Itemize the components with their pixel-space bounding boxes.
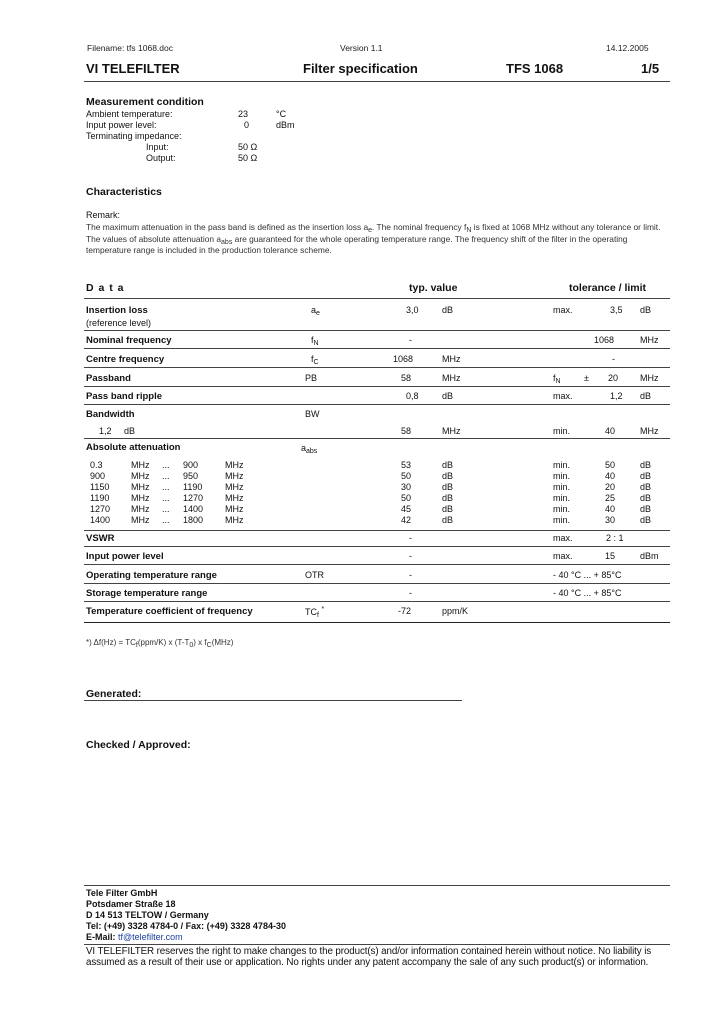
optemp-limval: - 40 °C ... + 85°C xyxy=(553,570,622,580)
attenuation-unit: dB xyxy=(442,493,454,503)
date: 14.12.2005 xyxy=(606,43,649,53)
ambient-label: Ambient temperature: xyxy=(86,109,173,119)
passband-pm: ± xyxy=(584,373,589,383)
term-label: Terminating impedance: xyxy=(86,131,182,141)
input-value: 50 Ω xyxy=(238,142,258,152)
rule xyxy=(84,367,670,368)
rule xyxy=(84,386,670,387)
attenuation-lim: min. xyxy=(553,482,571,492)
attenuation-u2: MHz xyxy=(225,515,244,525)
passband-limval: 20 xyxy=(608,373,619,383)
passband-limunit: MHz xyxy=(640,373,659,383)
absolute-sym: $a_{abs}$ xyxy=(301,443,318,455)
centre-sym: $f_C$ xyxy=(311,354,319,366)
attenuation-u1: MHz xyxy=(131,493,150,503)
insertion-sub: (reference level) xyxy=(86,318,152,328)
attenuation-f2: 900 xyxy=(183,460,199,470)
footer-tel: Tel: (+49) 3328 4784-0 / Fax: (+49) 3328 4784-30 xyxy=(86,921,286,931)
ripple-typ: 0,8 xyxy=(406,391,419,401)
attenuation-dots: ... xyxy=(162,504,170,514)
disclaimer-line-2: assumed as a result of their use or application. No rights under any patent accompany the sale of any such product(s) or information. xyxy=(86,957,649,968)
bandwidth-level-unit: dB xyxy=(124,426,136,436)
attenuation-limunit: dB xyxy=(640,482,652,492)
optemp-typ: - xyxy=(409,570,412,580)
insertion-unit: dB xyxy=(442,305,454,315)
insertion-limval: 3,5 xyxy=(610,305,623,315)
remark-line-3: temperature range is included in the production tolerance scheme. xyxy=(86,245,332,255)
inpower-typ: - xyxy=(409,551,412,561)
stortemp-typ: - xyxy=(409,588,412,598)
bandwidth-lim: min. xyxy=(553,426,571,436)
attenuation-typ: 53 xyxy=(401,460,412,470)
attenuation-dots: ... xyxy=(162,482,170,492)
power-label: Input power level: xyxy=(86,120,157,130)
attenuation-typ: 42 xyxy=(401,515,412,525)
attenuation-lim: min. xyxy=(553,460,571,470)
vswr-lim: max. xyxy=(553,533,573,543)
ambient-unit: °C xyxy=(276,109,287,119)
centre-name: Centre frequency xyxy=(86,354,165,365)
attenuation-limval: 30 xyxy=(605,515,616,525)
part-number: TFS 1068 xyxy=(506,61,564,76)
attenuation-f1: 1270 xyxy=(90,504,111,514)
remark-line-1: The maximum attenuation in the pass band is defined as the insertion loss $a_e$. The nominal frequency $f_N$ is fixed at 1068 MHz without any tolerance or limit. xyxy=(86,222,661,234)
ripple-lim: max. xyxy=(553,391,573,401)
passband-typ: 58 xyxy=(401,373,412,383)
attenuation-typ: 50 xyxy=(401,471,412,481)
doc-title: Filter specification xyxy=(303,61,418,76)
attenuation-unit: dB xyxy=(442,515,454,525)
attenuation-limval: 50 xyxy=(605,460,616,470)
centre-typ: 1068 xyxy=(393,354,414,364)
attenuation-limunit: dB xyxy=(640,504,652,514)
remark-label: Remark: xyxy=(86,210,121,220)
insertion-name: Insertion loss xyxy=(86,305,148,316)
attenuation-u1: MHz xyxy=(131,504,150,514)
centre-unit: MHz xyxy=(442,354,461,364)
tcf-sym: $TC_f$ * xyxy=(305,606,325,619)
inpower-lim: max. xyxy=(553,551,573,561)
attenuation-u1: MHz xyxy=(131,515,150,525)
ripple-limunit: dB xyxy=(640,391,652,401)
attenuation-limval: 20 xyxy=(605,482,616,492)
rule xyxy=(84,330,670,331)
optemp-name: Operating temperature range xyxy=(86,570,217,581)
passband-name: Passband xyxy=(86,373,131,384)
inpower-limunit: dBm xyxy=(640,551,659,561)
inpower-name: Input power level xyxy=(86,551,164,562)
attenuation-limunit: dB xyxy=(640,493,652,503)
attenuation-lim: min. xyxy=(553,515,571,525)
attenuation-f2: 1800 xyxy=(183,515,204,525)
footer-rule-2 xyxy=(84,944,670,945)
rule xyxy=(84,583,670,584)
generated-label: Generated: xyxy=(86,688,142,700)
attenuation-unit: dB xyxy=(442,504,454,514)
generated-rule xyxy=(84,700,462,701)
footer-street: Potsdamer Straße 18 xyxy=(86,899,176,909)
bandwidth-unit: MHz xyxy=(442,426,461,436)
page-number: 1/5 xyxy=(641,61,660,76)
ambient-value: 23 xyxy=(238,109,249,119)
ripple-name: Pass band ripple xyxy=(86,391,163,402)
attenuation-typ: 45 xyxy=(401,504,412,514)
attenuation-u2: MHz xyxy=(225,460,244,470)
rule xyxy=(84,564,670,565)
attenuation-unit: dB xyxy=(442,482,454,492)
attenuation-f1: 1150 xyxy=(90,482,110,492)
rule xyxy=(84,546,670,547)
nominal-typ: - xyxy=(409,335,412,345)
attenuation-dots: ... xyxy=(162,471,170,481)
footer-rule xyxy=(84,885,670,886)
insertion-limunit: dB xyxy=(640,305,652,315)
table-top-rule xyxy=(84,298,670,299)
rule xyxy=(84,348,670,349)
characteristics-heading: Characteristics xyxy=(86,186,162,198)
attenuation-f1: 1400 xyxy=(90,515,111,525)
attenuation-f1: 0.3 xyxy=(90,460,103,470)
attenuation-dots: ... xyxy=(162,515,170,525)
attenuation-u2: MHz xyxy=(225,493,244,503)
remark-line-2: The values of absolute attenuation $a_{abs}$ are guaranteed for the whole operating temperature range. The frequency shift of the filter in the operating xyxy=(86,234,628,246)
output-label: Output: xyxy=(146,153,176,163)
disclaimer-line-1: VI TELEFILTER reserves the right to make changes to the product(s) and/or information contained herein without notice. No liability is xyxy=(86,946,652,957)
attenuation-limunit: dB xyxy=(640,515,652,525)
attenuation-f2: 1270 xyxy=(183,493,204,503)
passband-unit: MHz xyxy=(442,373,461,383)
footnote: *) Δf(Hz) = TCf(ppm/K) x (T-T0) x fC(MHz) xyxy=(86,638,234,649)
attenuation-unit: dB xyxy=(442,471,454,481)
company-name: VI TELEFILTER xyxy=(86,61,180,76)
version: Version 1.1 xyxy=(340,43,383,53)
bandwidth-sym: BW xyxy=(305,409,320,419)
attenuation-typ: 50 xyxy=(401,493,412,503)
rule xyxy=(84,404,670,405)
attenuation-u1: MHz xyxy=(131,460,150,470)
tcf-typ: -72 xyxy=(398,606,412,616)
attenuation-f1: 1190 xyxy=(90,493,110,503)
passband-sym: PB xyxy=(305,373,318,383)
power-unit: dBm xyxy=(276,120,295,130)
optemp-sym: OTR xyxy=(305,570,324,580)
stortemp-name: Storage temperature range xyxy=(86,588,208,599)
attenuation-limunit: dB xyxy=(640,471,652,481)
attenuation-u2: MHz xyxy=(225,482,244,492)
footer-email: E-Mail: tf@telefilter.com xyxy=(86,932,183,942)
attenuation-lim: min. xyxy=(553,493,571,503)
tol-heading: tolerance / limit xyxy=(569,282,647,294)
data-heading: D a t a xyxy=(86,282,125,294)
header-rule xyxy=(84,81,670,82)
insertion-sym: $a_e$ xyxy=(311,305,320,317)
rule xyxy=(84,530,670,531)
email-link[interactable]: tf@telefilter.com xyxy=(118,932,183,942)
measurement-heading: Measurement condition xyxy=(86,96,204,108)
attenuation-u1: MHz xyxy=(131,482,150,492)
nominal-limunit: MHz xyxy=(640,335,659,345)
output-value: 50 Ω xyxy=(238,153,258,163)
attenuation-f2: 1400 xyxy=(183,504,204,514)
attenuation-limval: 40 xyxy=(605,471,616,481)
vswr-limval: 2 : 1 xyxy=(606,533,624,543)
attenuation-typ: 30 xyxy=(401,482,412,492)
rule xyxy=(84,601,670,602)
insertion-typ: 3,0 xyxy=(406,305,419,315)
attenuation-limunit: dB xyxy=(640,460,652,470)
bandwidth-limunit: MHz xyxy=(640,426,659,436)
checked-label: Checked / Approved: xyxy=(86,739,191,751)
bandwidth-limval: 40 xyxy=(605,426,616,436)
attenuation-dots: ... xyxy=(162,460,170,470)
nominal-sym: $f_N$ xyxy=(311,335,319,347)
passband-lim: $f_N$ xyxy=(553,373,561,385)
attenuation-unit: dB xyxy=(442,460,454,470)
nominal-limval: 1068 xyxy=(594,335,615,345)
nominal-name: Nominal frequency xyxy=(86,335,172,346)
attenuation-lim: min. xyxy=(553,504,571,514)
attenuation-limval: 25 xyxy=(605,493,616,503)
power-value: 0 xyxy=(244,120,250,130)
inpower-limval: 15 xyxy=(605,551,616,561)
attenuation-u2: MHz xyxy=(225,504,244,514)
filename: Filename: tfs 1068.doc xyxy=(87,43,173,53)
rule xyxy=(84,622,670,623)
attenuation-dots: ... xyxy=(162,493,170,503)
centre-limval: - xyxy=(612,354,615,364)
input-label: Input: xyxy=(146,142,169,152)
vswr-name: VSWR xyxy=(86,533,115,544)
attenuation-f2: 1190 xyxy=(183,482,203,492)
ripple-unit: dB xyxy=(442,391,454,401)
tcf-name: Temperature coefficient of frequency xyxy=(86,606,253,617)
rule xyxy=(84,438,670,439)
footer-company: Tele Filter GmbH xyxy=(86,888,158,898)
ripple-limval: 1,2 xyxy=(610,391,623,401)
insertion-lim: max. xyxy=(553,305,573,315)
footer-city: D 14 513 TELTOW / Germany xyxy=(86,910,209,920)
bandwidth-typ: 58 xyxy=(401,426,412,436)
attenuation-u2: MHz xyxy=(225,471,244,481)
stortemp-limval: - 40 °C ... + 85°C xyxy=(553,588,622,598)
typ-heading: typ. value xyxy=(409,282,458,294)
vswr-typ: - xyxy=(409,533,412,543)
attenuation-u1: MHz xyxy=(131,471,150,481)
attenuation-lim: min. xyxy=(553,471,571,481)
attenuation-f1: 900 xyxy=(90,471,106,481)
tcf-unit: ppm/K xyxy=(442,606,469,616)
bandwidth-name: Bandwidth xyxy=(86,409,135,420)
attenuation-f2: 950 xyxy=(183,471,199,481)
absolute-name: Absolute attenuation xyxy=(86,442,181,453)
bandwidth-level: 1,2 xyxy=(99,426,112,436)
attenuation-limval: 40 xyxy=(605,504,616,514)
